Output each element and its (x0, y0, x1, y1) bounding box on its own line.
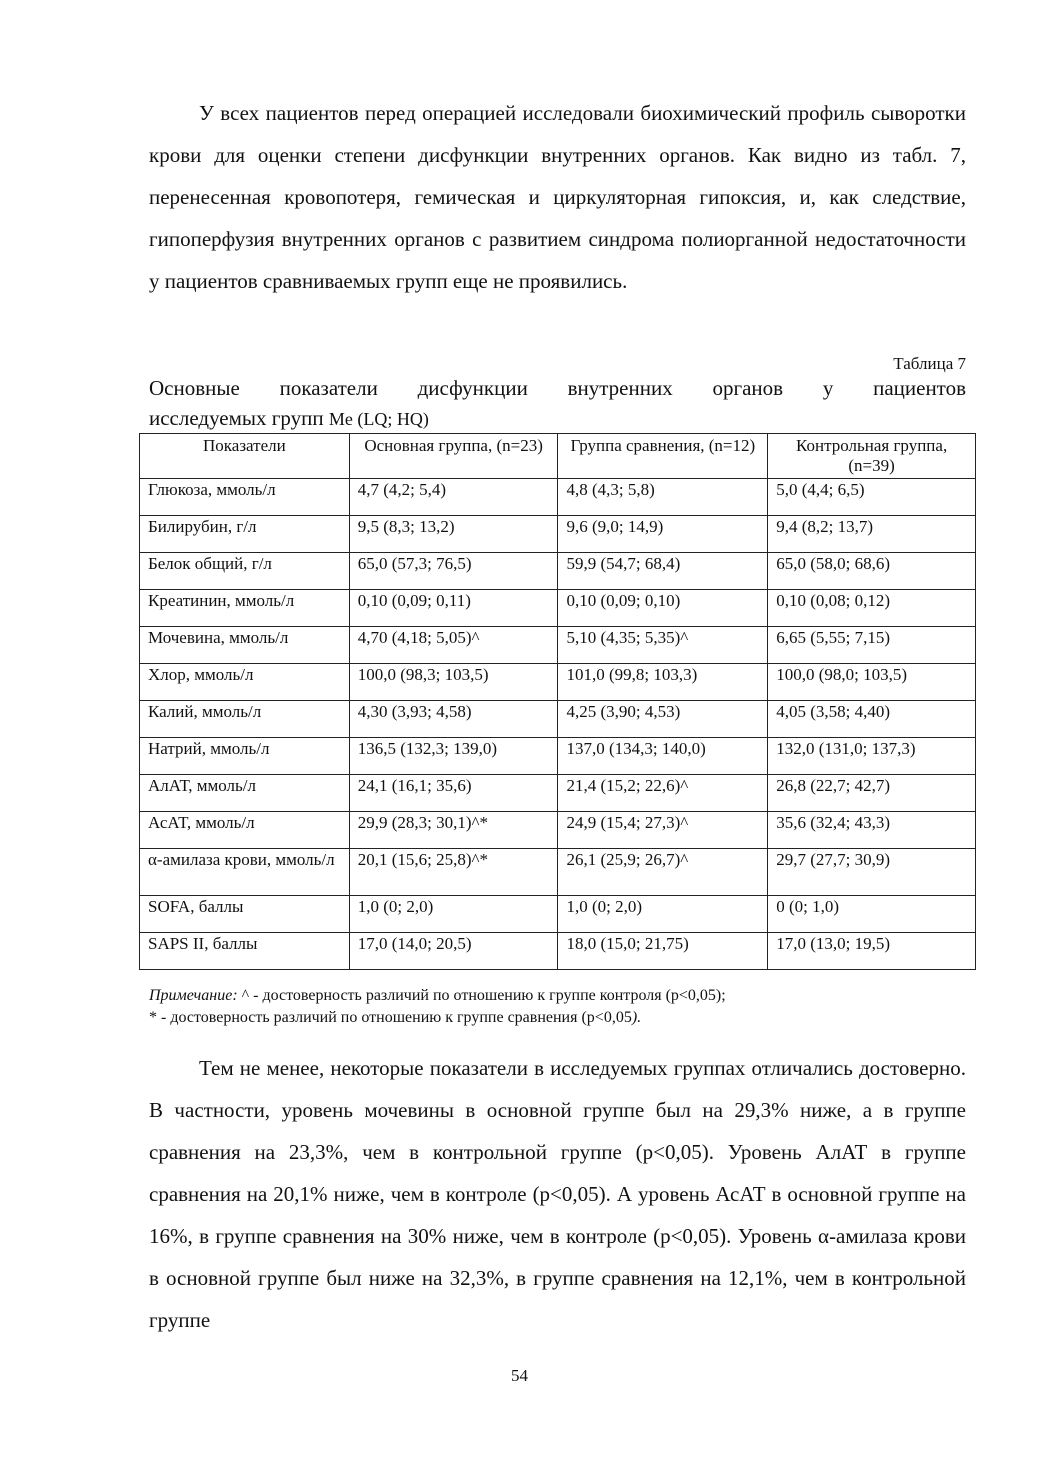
cell-comparison-group: 59,9 (54,7; 68,4) (558, 553, 768, 590)
page-number: 54 (511, 1366, 528, 1385)
cell-main-group: 4,70 (4,18; 5,05)^ (349, 627, 558, 664)
table-row (140, 896, 976, 933)
cell-control-group: 35,6 (32,4; 43,3) (768, 812, 976, 849)
cell-indicator: Мочевина, ммоль/л (140, 627, 350, 664)
cell-control-group: 5,0 (4,4; 6,5) (768, 479, 976, 516)
cell-control-group: 100,0 (98,0; 103,5) (768, 664, 976, 701)
cell-control-group: 4,05 (3,58; 4,40) (768, 701, 976, 738)
table-row (140, 479, 976, 516)
cell-control-group: 0,10 (0,08; 0,12) (768, 590, 976, 627)
data-table (139, 433, 976, 970)
table-row (140, 775, 976, 812)
note-2-text: * - достоверность различий по отношению к группе сравнения (p<0,05 (149, 1009, 632, 1026)
note-2-end: ). (631, 1009, 642, 1026)
cell-main-group: 1,0 (0; 2,0) (349, 896, 558, 933)
note-1-text: ^ - достоверность различий по отношению к группе контроля (p<0,05); (237, 987, 726, 1004)
cell-indicator: Натрий, ммоль/л (140, 738, 350, 775)
table-notes (149, 985, 726, 1029)
cell-main-group: 100,0 (98,3; 103,5) (349, 664, 558, 701)
cell-comparison-group: 5,10 (4,35; 5,35)^ (558, 627, 768, 664)
paragraph-results-text: Тем не менее, некоторые показатели в исследуемых группах отличались достоверно. В частности, уровень мочевины в основной группе был на 29,3% ниже, а в группе сравнения на 23,3%, чем в контрольной группе (p<0,05). Уровень АлАТ в группе сравнения на 20,1% ниже, чем в контроле (p<0,05). А уровень АсАТ в основной группе на 16%, в группе сравнения на 30% ниже, чем в контроле (p<0,05). Уровень α-амилаза крови в основной группе был ниже на 32,3%, в группе сравнения на 12,1%, чем в контрольной группе (149, 1056, 966, 1332)
note-line-1 (149, 985, 726, 1007)
cell-control-group: 17,0 (13,0; 19,5) (768, 933, 976, 970)
cell-indicator: АсАТ, ммоль/л (140, 812, 350, 849)
cell-comparison-group: 24,9 (15,4; 27,3)^ (558, 812, 768, 849)
cell-indicator: Билирубин, г/л (140, 516, 350, 553)
cell-control-group: 9,4 (8,2; 13,7) (768, 516, 976, 553)
paragraph-intro (149, 92, 966, 302)
cell-comparison-group: 4,8 (4,3; 5,8) (558, 479, 768, 516)
cell-main-group: 9,5 (8,3; 13,2) (349, 516, 558, 553)
cell-comparison-group: 21,4 (15,2; 22,6)^ (558, 775, 768, 812)
cell-control-group: 0 (0; 1,0) (768, 896, 976, 933)
header-main-group: Основная группа, (n=23) (349, 434, 558, 479)
cell-indicator: SOFA, баллы (140, 896, 350, 933)
cell-main-group: 29,9 (28,3; 30,1)^* (349, 812, 558, 849)
cell-indicator: Белок общий, г/л (140, 553, 350, 590)
table-row (140, 664, 976, 701)
table-row (140, 701, 976, 738)
table-row (140, 553, 976, 590)
cell-comparison-group: 4,25 (3,90; 4,53) (558, 701, 768, 738)
table-label: Таблица 7 (893, 354, 966, 373)
table-row (140, 590, 976, 627)
table-row (140, 849, 976, 896)
cell-main-group: 136,5 (132,3; 139,0) (349, 738, 558, 775)
cell-indicator: Хлор, ммоль/л (140, 664, 350, 701)
cell-control-group: 132,0 (131,0; 137,3) (768, 738, 976, 775)
header-indicator: Показатели (140, 434, 350, 479)
table-row (140, 738, 976, 775)
table-caption: Основные показатели дисфункции внутренних органов у пациентов (149, 376, 966, 400)
table-row (140, 627, 976, 664)
cell-control-group: 29,7 (27,7; 30,9) (768, 849, 976, 896)
cell-main-group: 4,30 (3,93; 4,58) (349, 701, 558, 738)
table-row (140, 516, 976, 553)
table-header-row (140, 434, 976, 479)
cell-indicator: АлАТ, ммоль/л (140, 775, 350, 812)
note-label: Примечание: (149, 987, 238, 1004)
cell-main-group: 65,0 (57,3; 76,5) (349, 553, 558, 590)
cell-indicator: Глюкоза, ммоль/л (140, 479, 350, 516)
cell-control-group: 26,8 (22,7; 42,7) (768, 775, 976, 812)
table-caption-text: исследуемых групп (149, 406, 329, 430)
cell-control-group: 65,0 (58,0; 68,6) (768, 553, 976, 590)
cell-indicator: α-амилаза крови, ммоль/л (140, 849, 350, 896)
cell-comparison-group: 101,0 (99,8; 103,3) (558, 664, 768, 701)
header-comparison-group: Группа сравнения, (n=12) (558, 434, 768, 479)
cell-main-group: 17,0 (14,0; 20,5) (349, 933, 558, 970)
cell-main-group: 20,1 (15,6; 25,8)^* (349, 849, 558, 896)
cell-main-group: 24,1 (16,1; 35,6) (349, 775, 558, 812)
cell-main-group: 0,10 (0,09; 0,11) (349, 590, 558, 627)
paragraph-intro-text: У всех пациентов перед операцией исследовали биохимический профиль сыворотки крови для оценки степени дисфункции внутренних органов. Как видно из табл. 7, перенесенная кровопотеря, гемическая и циркуляторная гипоксия, и, как следствие, гипоперфузия внутренних органов с развитием синдрома полиорганной недостаточности у пациентов сравниваемых групп еще не проявились. (149, 101, 966, 293)
cell-indicator: Калий, ммоль/л (140, 701, 350, 738)
cell-comparison-group: 0,10 (0,09; 0,10) (558, 590, 768, 627)
cell-comparison-group: 137,0 (134,3; 140,0) (558, 738, 768, 775)
table-body (140, 479, 976, 970)
cell-control-group: 6,65 (5,55; 7,15) (768, 627, 976, 664)
cell-comparison-group: 9,6 (9,0; 14,9) (558, 516, 768, 553)
header-control-group: Контрольная группа, (n=39) (768, 434, 976, 479)
paragraph-results (149, 1047, 966, 1341)
cell-indicator: Креатинин, ммоль/л (140, 590, 350, 627)
cell-comparison-group: 18,0 (15,0; 21,75) (558, 933, 768, 970)
table-row (140, 812, 976, 849)
cell-main-group: 4,7 (4,2; 5,4) (349, 479, 558, 516)
note-line-2 (149, 1007, 726, 1029)
table-caption-line2 (149, 406, 429, 431)
cell-comparison-group: 26,1 (25,9; 26,7)^ (558, 849, 768, 896)
table-row (140, 933, 976, 970)
cell-comparison-group: 1,0 (0; 2,0) (558, 896, 768, 933)
cell-indicator: SAPS II, баллы (140, 933, 350, 970)
table-caption-stat: Me (LQ; HQ) (328, 409, 429, 429)
